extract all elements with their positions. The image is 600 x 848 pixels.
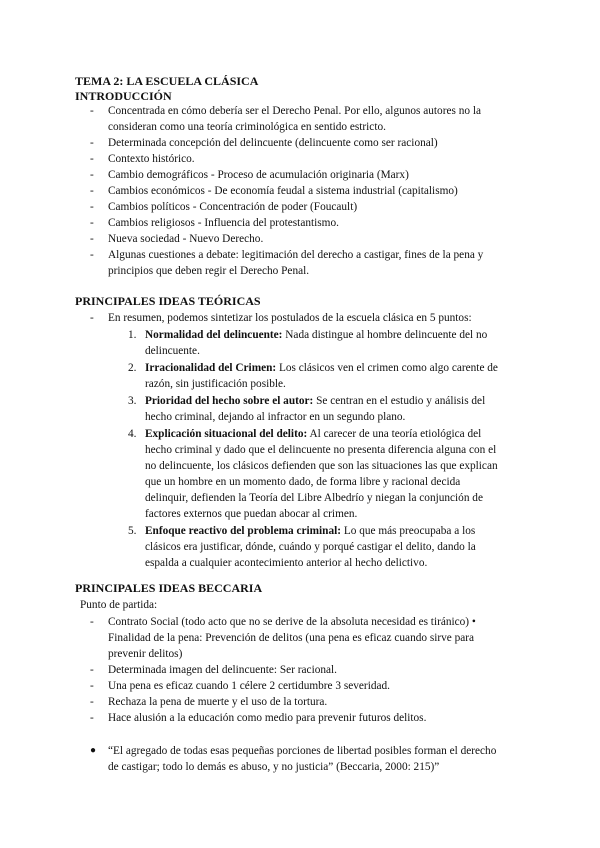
- intro-item-line: principios que deben regir el Derecho Penal.: [108, 265, 310, 277]
- point-first-line: [145, 426, 481, 442]
- point-text: Los clásicos ven el crimen como algo carente de: [276, 362, 498, 374]
- intro-item-line: Nueva sociedad - Nuevo Derecho.: [108, 233, 264, 245]
- list-dash: -: [90, 201, 94, 213]
- point-continuation: no delincuente, los clásicos defienden que son las situaciones las que explican: [145, 460, 498, 472]
- list-dash: -: [90, 680, 94, 692]
- point-first-line: [145, 360, 498, 376]
- list-dash: -: [90, 249, 94, 261]
- theory-heading: PRINCIPALES IDEAS TEÓRICAS: [75, 294, 261, 308]
- list-dash: -: [90, 137, 94, 149]
- point-text: Se centran en el estudio y análisis del: [313, 395, 486, 407]
- intro-heading: INTRODUCCIÓN: [75, 89, 172, 103]
- point-first-line: [145, 523, 475, 539]
- point-number: 1.: [128, 329, 137, 341]
- intro-item-line: Cambios políticos - Concentración de poder (Foucault): [108, 201, 358, 213]
- intro-item-line: Cambios religiosos - Influencia del protestantismo.: [108, 217, 339, 229]
- list-dash: -: [90, 217, 94, 229]
- point-text: Al carecer de una teoría etiológica del: [307, 428, 482, 440]
- point-title: Prioridad del hecho sobre el autor:: [145, 395, 314, 407]
- quote-line-1: “El agregado de todas esas pequeñas porciones de libertad posibles forman el derecho: [108, 745, 497, 757]
- list-dash: -: [90, 664, 94, 676]
- intro-item-line: Concentrada en cómo debería ser el Derecho Penal. Por ello, algunos autores no la: [108, 105, 481, 117]
- quote-bullet: ●: [90, 745, 97, 756]
- beccaria-item-line: Finalidad de la pena: Prevención de delitos (una pena es eficaz cuando sirve para: [108, 632, 475, 644]
- point-first-line: [145, 393, 485, 409]
- point-number: 3.: [128, 395, 137, 407]
- point-number: 5.: [128, 525, 137, 537]
- point-text: Lo que más preocupaba a los: [341, 525, 476, 537]
- intro-item-line: consideran como una teoría criminológica en sentido estricto.: [108, 121, 386, 133]
- intro-item-line: Contexto histórico.: [108, 153, 195, 165]
- list-dash: -: [90, 696, 94, 708]
- list-dash: -: [90, 233, 94, 245]
- point-continuation: espalda a cualquier acontecimiento anterior al hecho delictivo.: [145, 557, 428, 569]
- point-continuation: hecho criminal y dado que el delincuente no presenta diferencia alguna con el: [145, 444, 497, 456]
- point-title: Irracionalidad del Crimen:: [145, 362, 277, 374]
- intro-item-line: Cambios económicos - De economía feudal a sistema industrial (capitalismo): [108, 185, 458, 197]
- intro-item-line: Algunas cuestiones a debate: legitimación del derecho a castigar, fines de la pena y: [108, 249, 484, 261]
- point-continuation: clásicos era justificar, dónde, cuándo y porqué castigar el delito, dando la: [145, 541, 476, 553]
- point-continuation: hecho criminal, dejando al infractor en un segundo plano.: [145, 411, 406, 423]
- point-number: 2.: [128, 362, 137, 374]
- list-dash: -: [90, 153, 94, 165]
- beccaria-heading: PRINCIPALES IDEAS BECCARIA: [75, 581, 263, 595]
- theory-lead: En resumen, podemos sintetizar los postulados de la escuela clásica en 5 puntos:: [108, 312, 472, 324]
- beccaria-item-line: Hace alusión a la educación como medio para prevenir futuros delitos.: [108, 712, 427, 724]
- list-dash: -: [90, 312, 94, 324]
- intro-item-line: Cambio demográficos - Proceso de acumulación originaria (Marx): [108, 169, 409, 181]
- beccaria-item-line: Una pena es eficaz cuando 1 célere 2 certidumbre 3 severidad.: [108, 680, 390, 692]
- point-title: Normalidad del delincuente:: [145, 329, 283, 341]
- point-continuation: razón, sin justificación posible.: [145, 378, 286, 390]
- list-dash: -: [90, 105, 94, 117]
- point-number: 4.: [128, 428, 137, 440]
- quote-line-2: de castigar; todo lo demás es abuso, y no justicia” (Beccaria, 2000: 215)”: [108, 761, 440, 773]
- beccaria-item-line: Contrato Social (todo acto que no se derive de la absoluta necesidad es tiránico) •: [108, 616, 476, 628]
- beccaria-item-line: Rechaza la pena de muerte y el uso de la tortura.: [108, 696, 328, 708]
- point-continuation: factores externos que puedan abocar al crimen.: [145, 508, 358, 520]
- list-dash: -: [90, 616, 94, 628]
- beccaria-start: Punto de partida:: [80, 599, 158, 611]
- beccaria-item-line: prevenir delitos): [108, 648, 183, 660]
- point-continuation: delincuente.: [145, 345, 200, 357]
- point-first-line: [145, 327, 487, 343]
- list-dash: -: [90, 185, 94, 197]
- list-dash: -: [90, 712, 94, 724]
- beccaria-item-line: Determinada imagen del delincuente: Ser racional.: [108, 664, 337, 676]
- point-title: Explicación situacional del delito:: [145, 428, 308, 440]
- point-text: Nada distingue al hombre delincuente del no: [282, 329, 488, 341]
- intro-item-line: Determinada concepción del delincuente (delincuente como ser racional): [108, 137, 438, 149]
- page-title: TEMA 2: LA ESCUELA CLÁSICA: [75, 74, 259, 88]
- point-continuation: delinquir, defienden la Teoría del Libre Albedrío y niegan la conjunción de: [145, 492, 483, 504]
- list-dash: -: [90, 169, 94, 181]
- point-title: Enfoque reactivo del problema criminal:: [145, 525, 342, 537]
- point-continuation: que un hombre en un momento dado, de forma libre y racional decida: [145, 476, 461, 488]
